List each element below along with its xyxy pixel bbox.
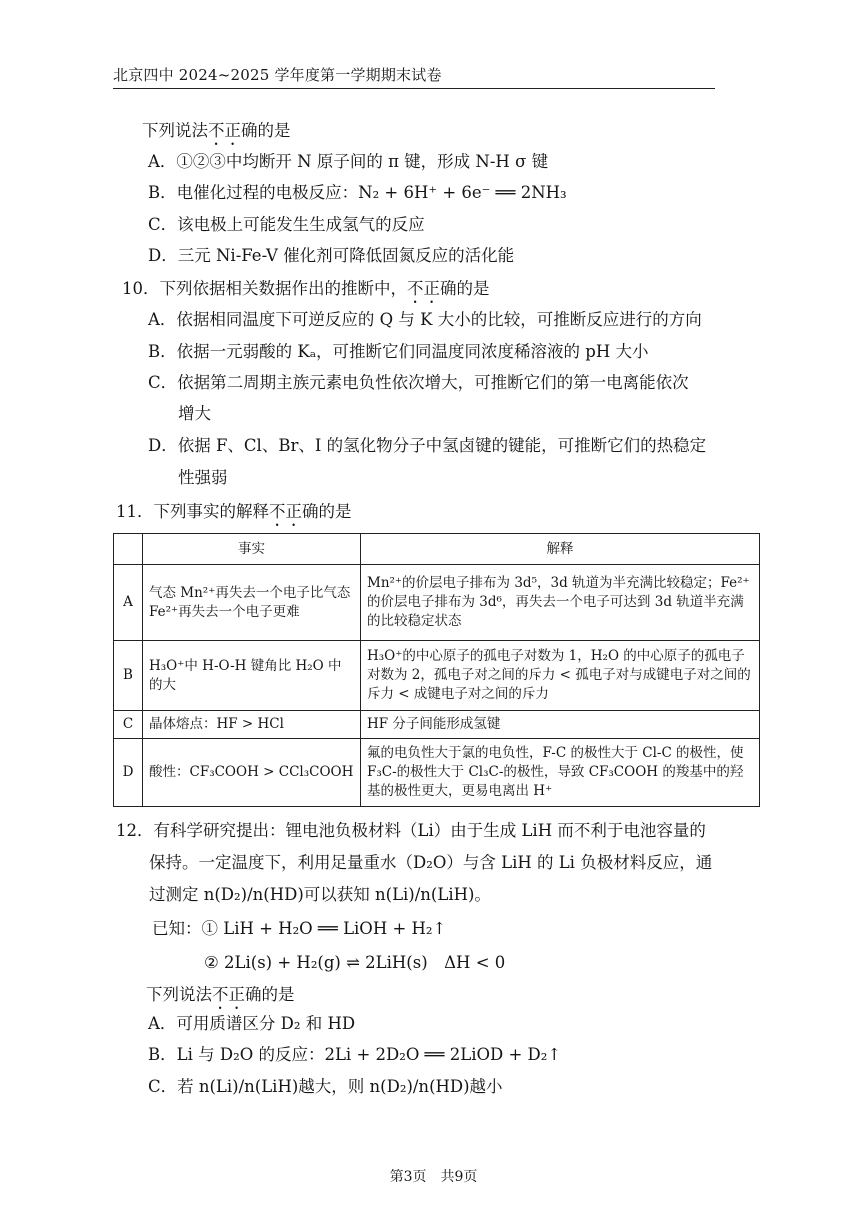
- q9-stem-emph: 不正: [208, 121, 241, 140]
- q12-option-b: B．Li 与 D₂O 的反应：2Li + 2D₂O ══ 2LiOD + D₂↑: [148, 1045, 562, 1064]
- table-header-key: [114, 534, 143, 565]
- row-key: B: [114, 641, 143, 711]
- q12-stem-pre: 下列说法: [146, 985, 212, 1004]
- page-footer: 第3页 共9页: [389, 1169, 478, 1185]
- q10-option-b: B．依据一元弱酸的 Kₐ，可推断它们同温度同浓度稀溶液的 pH 大小: [148, 342, 649, 361]
- q11-stem-pre: 下列事实的解释: [153, 502, 269, 521]
- q10-option-c: C．依据第二周期主族元素电负性依次增大，可推断它们的第一电离能依次: [148, 373, 689, 392]
- table-header-fact: 事实: [143, 534, 361, 565]
- row-fact: H₃O⁺中 H-O-H 键角比 H₂O 中的大: [143, 641, 361, 711]
- q12-known-2: ② 2Li(s) + H₂(g) ⇌ 2LiH(s) ΔH < 0: [204, 953, 506, 972]
- row-fact: 晶体熔点：HF > HCl: [143, 711, 361, 739]
- q9-option-d: D．三元 Ni-Fe-V 催化剂可降低固氮反应的活化能: [148, 246, 515, 265]
- table-header-row: [114, 534, 760, 565]
- table-header-explain: 解释: [361, 534, 760, 565]
- q11-stem-post: 确的是: [302, 502, 352, 521]
- q12-known-1: 已知：① LiH + H₂O ══ LiOH + H₂↑: [152, 919, 447, 938]
- table-row: [114, 711, 760, 739]
- row-fact: 酸性：CF₃COOH > CCl₃COOH: [143, 739, 361, 807]
- row-explain: H₃O⁺的中心原子的孤电子对数为 1，H₂O 的中心原子的孤电子对数为 2，孤电子对之间的斥力 < 孤电子对与成键电子对之间的斥力 < 成键电子对之间的斥力: [361, 641, 760, 711]
- q12-stem-post: 确的是: [245, 985, 295, 1004]
- row-key: D: [114, 739, 143, 807]
- row-explain: HF 分子间能形成氢键: [361, 711, 760, 739]
- q12-option-a: A．可用质谱区分 D₂ 和 HD: [148, 1014, 356, 1033]
- q11-stem: [116, 501, 352, 530]
- q12-option-c: C．若 n(Li)/n(LiH)越大，则 n(D₂)/n(HD)越小: [148, 1077, 503, 1096]
- q9-stem-post: 确的是: [241, 121, 291, 140]
- row-key: C: [114, 711, 143, 739]
- q9-stem: [142, 120, 291, 149]
- q10-number: 10．: [122, 279, 160, 298]
- page-header: 北京四中 2024~2025 学年度第一学期期末试卷: [113, 64, 715, 89]
- q9-option-b: B．电催化过程的电极反应：N₂ + 6H⁺ + 6e⁻ ══ 2NH₃: [148, 183, 567, 202]
- q10-stem-pre: 下列依据相关数据作出的推断中，: [159, 279, 407, 298]
- q10-option-a: A．依据相同温度下可逆反应的 Q 与 K 大小的比较，可推断反应进行的方向: [148, 310, 702, 329]
- table-row: [114, 739, 760, 807]
- q10-option-d-cont: 性强弱: [178, 468, 228, 487]
- q10-stem-post: 确的是: [440, 279, 490, 298]
- row-key: A: [114, 565, 143, 641]
- q12-line-3: 过测定 n(D₂)/n(HD)可以获知 n(Li)/n(LiH)。: [149, 885, 491, 904]
- q10-stem: [122, 278, 490, 307]
- q12-line-2: 保持。一定温度下，利用足量重水（D₂O）与含 LiH 的 Li 负极材料反应，通: [149, 853, 713, 872]
- q10-stem-emph: 不正: [407, 279, 440, 298]
- q11-number: 11．: [116, 502, 154, 521]
- q9-option-c: C．该电极上可能发生生成氢气的反应: [148, 215, 425, 234]
- q10-option-d: D．依据 F、Cl、Br、I 的氢化物分子中氢卤键的键能，可推断它们的热稳定: [148, 436, 707, 455]
- q11-table: [113, 533, 760, 807]
- row-fact: 气态 Mn²⁺再失去一个电子比气态 Fe²⁺再失去一个电子更难: [143, 565, 361, 641]
- row-explain: Mn²⁺的价层电子排布为 3d⁵，3d 轨道为半充满比较稳定；Fe²⁺的价层电子排布为 3d⁶，再失去一个电子可达到 3d 轨道半充满的比较稳定状态: [361, 565, 760, 641]
- q12-stem: [146, 984, 295, 1013]
- q12-number: 12．: [116, 821, 154, 840]
- table-row: [114, 641, 760, 711]
- q9-option-a: A．①②③中均断开 N 原子间的 π 键，形成 N-H σ 键: [148, 152, 549, 171]
- q9-stem-pre: 下列说法: [142, 121, 208, 140]
- q12-stem-emph: 不正: [212, 985, 245, 1004]
- q12-text-1: 有科学研究提出：锂电池负极材料（Li）由于生成 LiH 而不利于电池容量的: [153, 821, 706, 840]
- q11-stem-emph: 不正: [269, 502, 302, 521]
- row-explain: 氟的电负性大于氯的电负性，F-C 的极性大于 Cl-C 的极性，使 F₃C-的极性大于 Cl₃C-的极性，导致 CF₃COOH 的羧基中的羟基的极性更大，更易电离出 H⁺: [361, 739, 760, 807]
- q10-option-c-cont: 增大: [178, 404, 211, 423]
- table-row: [114, 565, 760, 641]
- q12-line-1: [116, 820, 706, 842]
